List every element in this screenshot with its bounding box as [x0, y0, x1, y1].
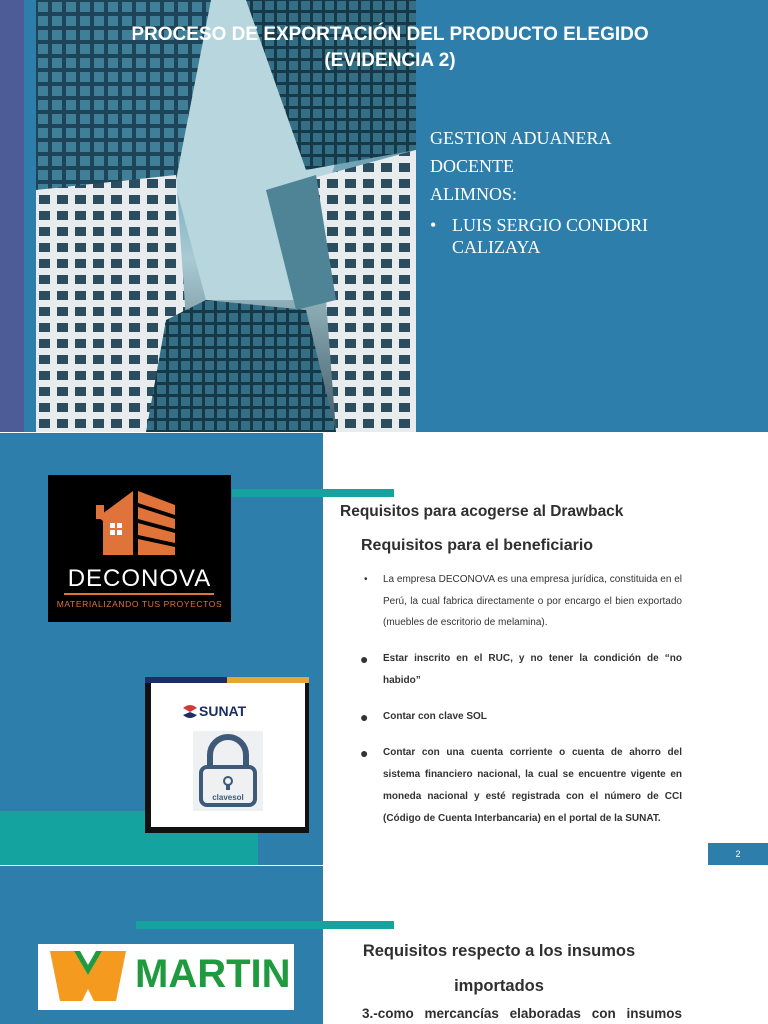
teal-accent-line	[232, 489, 394, 497]
list-item-text: Estar inscrito en el RUC, y no tener la condición de “no habido”	[383, 652, 682, 686]
beneficiary-subheading: Requisitos para el beneficiario	[361, 537, 594, 554]
imported-inputs-paragraph: 3.-como mercancías elaboradas con insumos	[362, 1006, 682, 1021]
student-item	[430, 214, 760, 258]
student-name	[452, 214, 648, 258]
martin-logo	[38, 944, 294, 1010]
padlock-icon	[193, 731, 263, 811]
title-line-2: (EVIDENCIA 2)	[324, 50, 456, 71]
slide-2-drawback-requirements	[0, 433, 768, 865]
page-number: 2	[708, 843, 768, 865]
deconova-tagline: MATERIALIZANDO TUS PROYECTOS	[56, 599, 223, 609]
clavesol-text: clavesol	[212, 793, 244, 802]
bullet-icon: ●	[360, 650, 369, 667]
martin-emblem-icon	[48, 949, 128, 1005]
logo-underline	[64, 593, 214, 595]
deconova-logo	[48, 475, 231, 622]
presentation-title	[120, 22, 660, 74]
slide-3-imported-inputs	[0, 866, 768, 1024]
list-item-text: La empresa DECONOVA es una empresa jurídica, constituida en el Perú, la cual fabrica directamente o por encargo el bien exportado (muebles de escritorio de melamina).	[383, 574, 682, 628]
bullet-icon: •	[364, 574, 368, 585]
course-info	[430, 124, 760, 258]
list-item	[360, 569, 682, 634]
teacher-label: DOCENTE	[430, 156, 514, 176]
martin-name: MARTIN	[135, 952, 291, 996]
drawback-heading: Requisitos para acogerse al Drawback	[340, 503, 624, 520]
course-name: GESTION ADUANERA	[430, 128, 612, 148]
list-item-text: Contar con clave SOL	[383, 710, 487, 722]
student-name-line-1: LUIS SERGIO CONDORI	[452, 215, 649, 235]
deconova-name: DECONOVA	[67, 565, 212, 592]
heading-line-2: importados	[454, 977, 544, 995]
list-item-text: Contar con una cuenta corriente o cuenta de ahorro del sistema financiero nacional, la cual se encuentre vigente en moneda nacional y esté registrada con el número de CCI (Código de Cuenta Interbancaria) en el portal de la SUNAT.	[383, 746, 682, 824]
list-item	[360, 742, 682, 830]
list-item	[360, 706, 682, 728]
sunat-clavesol-image	[145, 677, 309, 833]
title-line-1: PROCESO DE EXPORTACIÓN DEL PRODUCTO ELEGIDO	[131, 24, 649, 45]
teal-accent-line	[136, 921, 394, 929]
bullet-icon: ●	[360, 744, 369, 761]
slide-1-title	[0, 0, 768, 432]
list-item	[360, 648, 682, 692]
bullet-icon: •	[430, 215, 437, 235]
sunat-logo-icon	[181, 703, 199, 721]
students-label: ALIMNOS:	[430, 184, 518, 204]
requirements-list	[360, 569, 682, 830]
imported-inputs-heading	[330, 934, 668, 1004]
heading-line-1: Requisitos respecto a los insumos	[362, 942, 636, 960]
sunat-card	[151, 683, 305, 827]
house-icon	[48, 475, 231, 565]
left-accent-bar	[0, 0, 24, 432]
bullet-icon: ●	[360, 708, 369, 725]
sunat-name: SUNAT	[199, 703, 247, 719]
student-name-line-2: CALIZAYA	[452, 237, 541, 257]
